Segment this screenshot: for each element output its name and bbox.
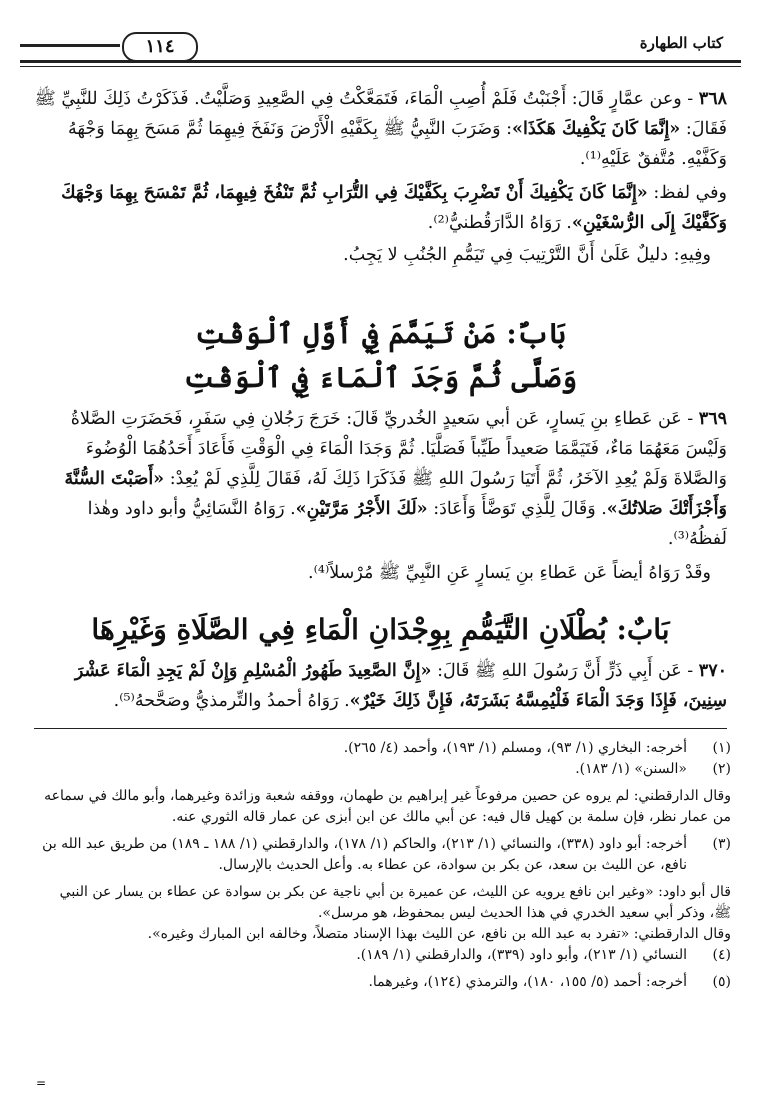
- footnote-number: (١): [712, 740, 731, 756]
- footnote-number: (٤): [712, 947, 731, 963]
- page-number: ١١٤: [122, 32, 198, 62]
- footnote: [34, 759, 731, 780]
- header-rule-left: [20, 44, 120, 47]
- footnote-number: (٢): [712, 761, 731, 777]
- footnote-text: أخرجه: أبو داود (٣٣٨)، والنسائي (١/ ٢١٣)، والحاكم (١/ ١٧٨)، والدارقطني (١/ ١٨٨ ـ ١٨٩) من طريق عبد الله بن نافع، عن الليث بن سعد، عن بكر بن سوادة، عن عطاء به. وأعل الحديث بالإرسال.: [42, 836, 687, 873]
- hadith-number: ٣٧٠: [698, 661, 727, 681]
- hadith-rest: : وَضَرَبَ النَّبِيُّ ﷺ بِكَفَّيْهِ الْأَرْضَ وَنَفَخَ فِيهِمَا ثُمَّ مَسَحَ بِهِمَا وَجْهَهُ وَكَفَّيْهِ. مُتَّفقٌ عَلَيْهِ⁽¹⁾.: [67, 119, 727, 169]
- footnote: [34, 945, 731, 966]
- chapter-heading-line1: بَابٌ: بُطْلَانِ التَّيَمُّمِ بِوِجْدَانِ الْمَاءِ فِي الصَّلَاةِ وَغَيْرِهَا: [91, 613, 670, 646]
- hadith-370-text: [34, 656, 727, 716]
- footnote: [34, 738, 731, 759]
- hadith-rest: . رَوَاهُ النَّسَائِيُّ وأبو داود وهٰذا لَفظُهُ⁽³⁾.: [87, 499, 727, 549]
- continuation-mark: =: [36, 1076, 47, 1090]
- hadith-368: [34, 84, 727, 270]
- header-rule: [20, 60, 741, 63]
- footnote-text: وقال الدارقطني: «تفرد به عبد الله بن نافع، عن الليث بهذا الإسناد متصلاً، وخالفه ابن المبارك وغيره».: [147, 926, 731, 942]
- book-title: كتاب الطهارة: [639, 34, 723, 52]
- footnote-text: قال أبو داود: «وغير ابن نافع يرويه عن الليث، عن عميرة بن أبي ناجية عن بكر بن سوادة عن عطاء بن يسار عن النبي ﷺ، وذكر أبي سعيد الخدري في هذا الحديث ليس بمحفوظ، هو مرسل».: [59, 884, 731, 921]
- chapter-heading-line2: وَصَلَّى ثُمَّ وَجَدَ ٱلْمَاءَ فِي ٱلْوَقْتِ: [183, 361, 578, 394]
- prophetic-quote: «إِنَّمَا كَانَ يَكْفِيكَ هَكَذَا»: [512, 119, 681, 139]
- hadith-lead: - وعن عمَّارٍ قَالَ: أَجْنَبْتُ فَلَمْ أُصِبِ الْمَاءَ، فَتَمَعَّكْتُ فِي الصَّعِيدِ وَصَلَّيْتُ. فَذَكَرْتُ ذَلِكَ للنَّبِيِّ ﷺ فَقَالَ:: [34, 89, 727, 139]
- hadith-369-text: [34, 404, 727, 554]
- hadith-lead: - عَن عَطاءِ بنِ يَسارٍ، عَن أبي سَعيدٍ الخُدريِّ قَالَ: خَرَجَ رَجُلانِ فِي سَفَرٍ، فَحَضَرَتِ الصَّلاةُ وَلَيْسَ مَعَهُمَا مَاءٌ، فَتَيَمَّمَا صَعيداً طَيِّباً فَصَلَّيَا. ثُمَّ وَجَدَا الْمَاءَ فِي الْوَقْتِ فَأَعَادَ أَحَدُهُمَا الْوُضُوءَ وَالصَّلاةَ وَلَمْ يُعِدِ الآخَرُ، ثُمَّ أَتَيَا رَسُولَ اللهِ ﷺ فَذَكَرَا ذَلِكَ لَهُ، فَقَالَ لِلَّذِي لَمْ يُعِدْ:: [70, 409, 727, 489]
- hadith-370: [34, 656, 727, 716]
- footnote-number: (٥): [712, 974, 731, 990]
- footnote-text: «السنن» (١/ ١٨٣).: [575, 761, 687, 777]
- footnote-note: [34, 882, 731, 924]
- footnote: [34, 834, 731, 876]
- evidence-note: وفِيهِ: دليلٌ عَلَىٰ أَنَّ التَّرْتِيبَ فِي تَيَمُّمِ الجُنُبِ لا يَجِبُ.: [343, 245, 711, 265]
- variant-quote: «إِنَّمَا كَانَ يَكْفِيكَ أَنْ تَضْرِبَ بِكَفَّيْكَ فِي التُّرَابِ ثُمَّ تَنْفُخَ فِيهِمَا، ثُمَّ تَمْسَحَ بِهِمَا وَجْهَكَ وَكَفَّيْكَ إِلَى الرُّسْغَيْنِ»: [61, 183, 727, 233]
- hadith-number: ٣٦٨: [698, 89, 727, 109]
- footnote: [34, 972, 731, 993]
- footnote-text: أخرجه: أحمد (٥/ ١٥٥، ١٨٠)، والترمذي (١٢٤)، وغيرهما.: [368, 974, 687, 990]
- hadith-368-text: [34, 84, 727, 174]
- hadith-middle: . وَقَالَ لِلَّذِي تَوَضَّأَ وَأَعَادَ:: [433, 499, 607, 519]
- footnote-note: [34, 924, 731, 945]
- chapter-heading-line1: بَابٌ: مَنْ تَيَمَّمَ فِي أَوَّلِ ٱلْوَقْتِ: [195, 317, 566, 350]
- hadith-368-variant: [34, 178, 727, 238]
- variant-rest: . رَوَاهُ الدَّارَقُطنيُّ⁽²⁾.: [427, 213, 572, 233]
- prophetic-quote: «أَصَبْتَ السُّنَّةَ وَأَجْزَأَتْكَ صَلاتُكَ»: [64, 469, 727, 519]
- mursal-note: وقَدْ رَوَاهُ أيضاً عَن عَطاءِ بنِ يَسارٍ عَنِ النَّبِيِّ ﷺ مُرْسلاً⁽⁴⁾.: [308, 563, 711, 583]
- hadith-369: [34, 404, 727, 588]
- footnotes: [34, 738, 731, 993]
- variant-lead: وفي لفظ:: [653, 183, 727, 203]
- hadith-lead: - عَن أَبِي ذَرٍّ أَنَّ رَسُولَ اللهِ ﷺ قَالَ:: [437, 661, 694, 681]
- hadith-rest: . رَوَاهُ أحمدُ والتِّرمذيُّ وصَحَّحهُ⁽⁵⁾.: [113, 691, 350, 711]
- chapter-heading-invalidation: [34, 608, 727, 652]
- prophetic-quote: «لَكَ الأَجْرُ مَرَّتَيْنِ»: [295, 499, 428, 519]
- hadith-number: ٣٦٩: [698, 409, 727, 429]
- footnote-note: [34, 786, 731, 828]
- footnote-text: وقال الدارقطني: لم يروه عن حصين مرفوعاً غير إبراهيم بن طهمان، ووقفه شعبة وزائدة وغيرهما، وأبو مالك في سماعه من عمار نظر، فإن سلمة بن كهيل قال فيه: عن أبي مالك عن ابن أبزى عن عمار قاله الثوري عنه.: [44, 788, 731, 825]
- footnote-text: النسائي (١/ ٢١٣)، وأبو داود (٣٣٩)، والدارقطني (١/ ١٨٩).: [356, 947, 687, 963]
- header-rule-thin: [20, 66, 741, 67]
- footnote-separator: [34, 728, 727, 729]
- footnote-number: (٣): [712, 836, 731, 852]
- prophetic-quote: «إِنَّ الصَّعِيدَ طَهُورُ الْمُسْلِمِ وَإِنْ لَمْ يَجِدِ الْمَاءَ عَشْرَ سِنِينَ، فَإِذَا وَجَدَ الْمَاءَ فَلْيُمِسَّهُ بَشَرَتَهُ، فَإِنَّ ذَلِكَ خَيْرٌ»: [74, 661, 727, 711]
- page-header: [20, 30, 741, 66]
- footnote-text: أخرجه: البخاري (١/ ٩٣)، ومسلم (١/ ١٩٣)، وأحمد (٤/ ٢٦٥).: [343, 740, 687, 756]
- chapter-heading-first-time-tayammum: [34, 312, 727, 400]
